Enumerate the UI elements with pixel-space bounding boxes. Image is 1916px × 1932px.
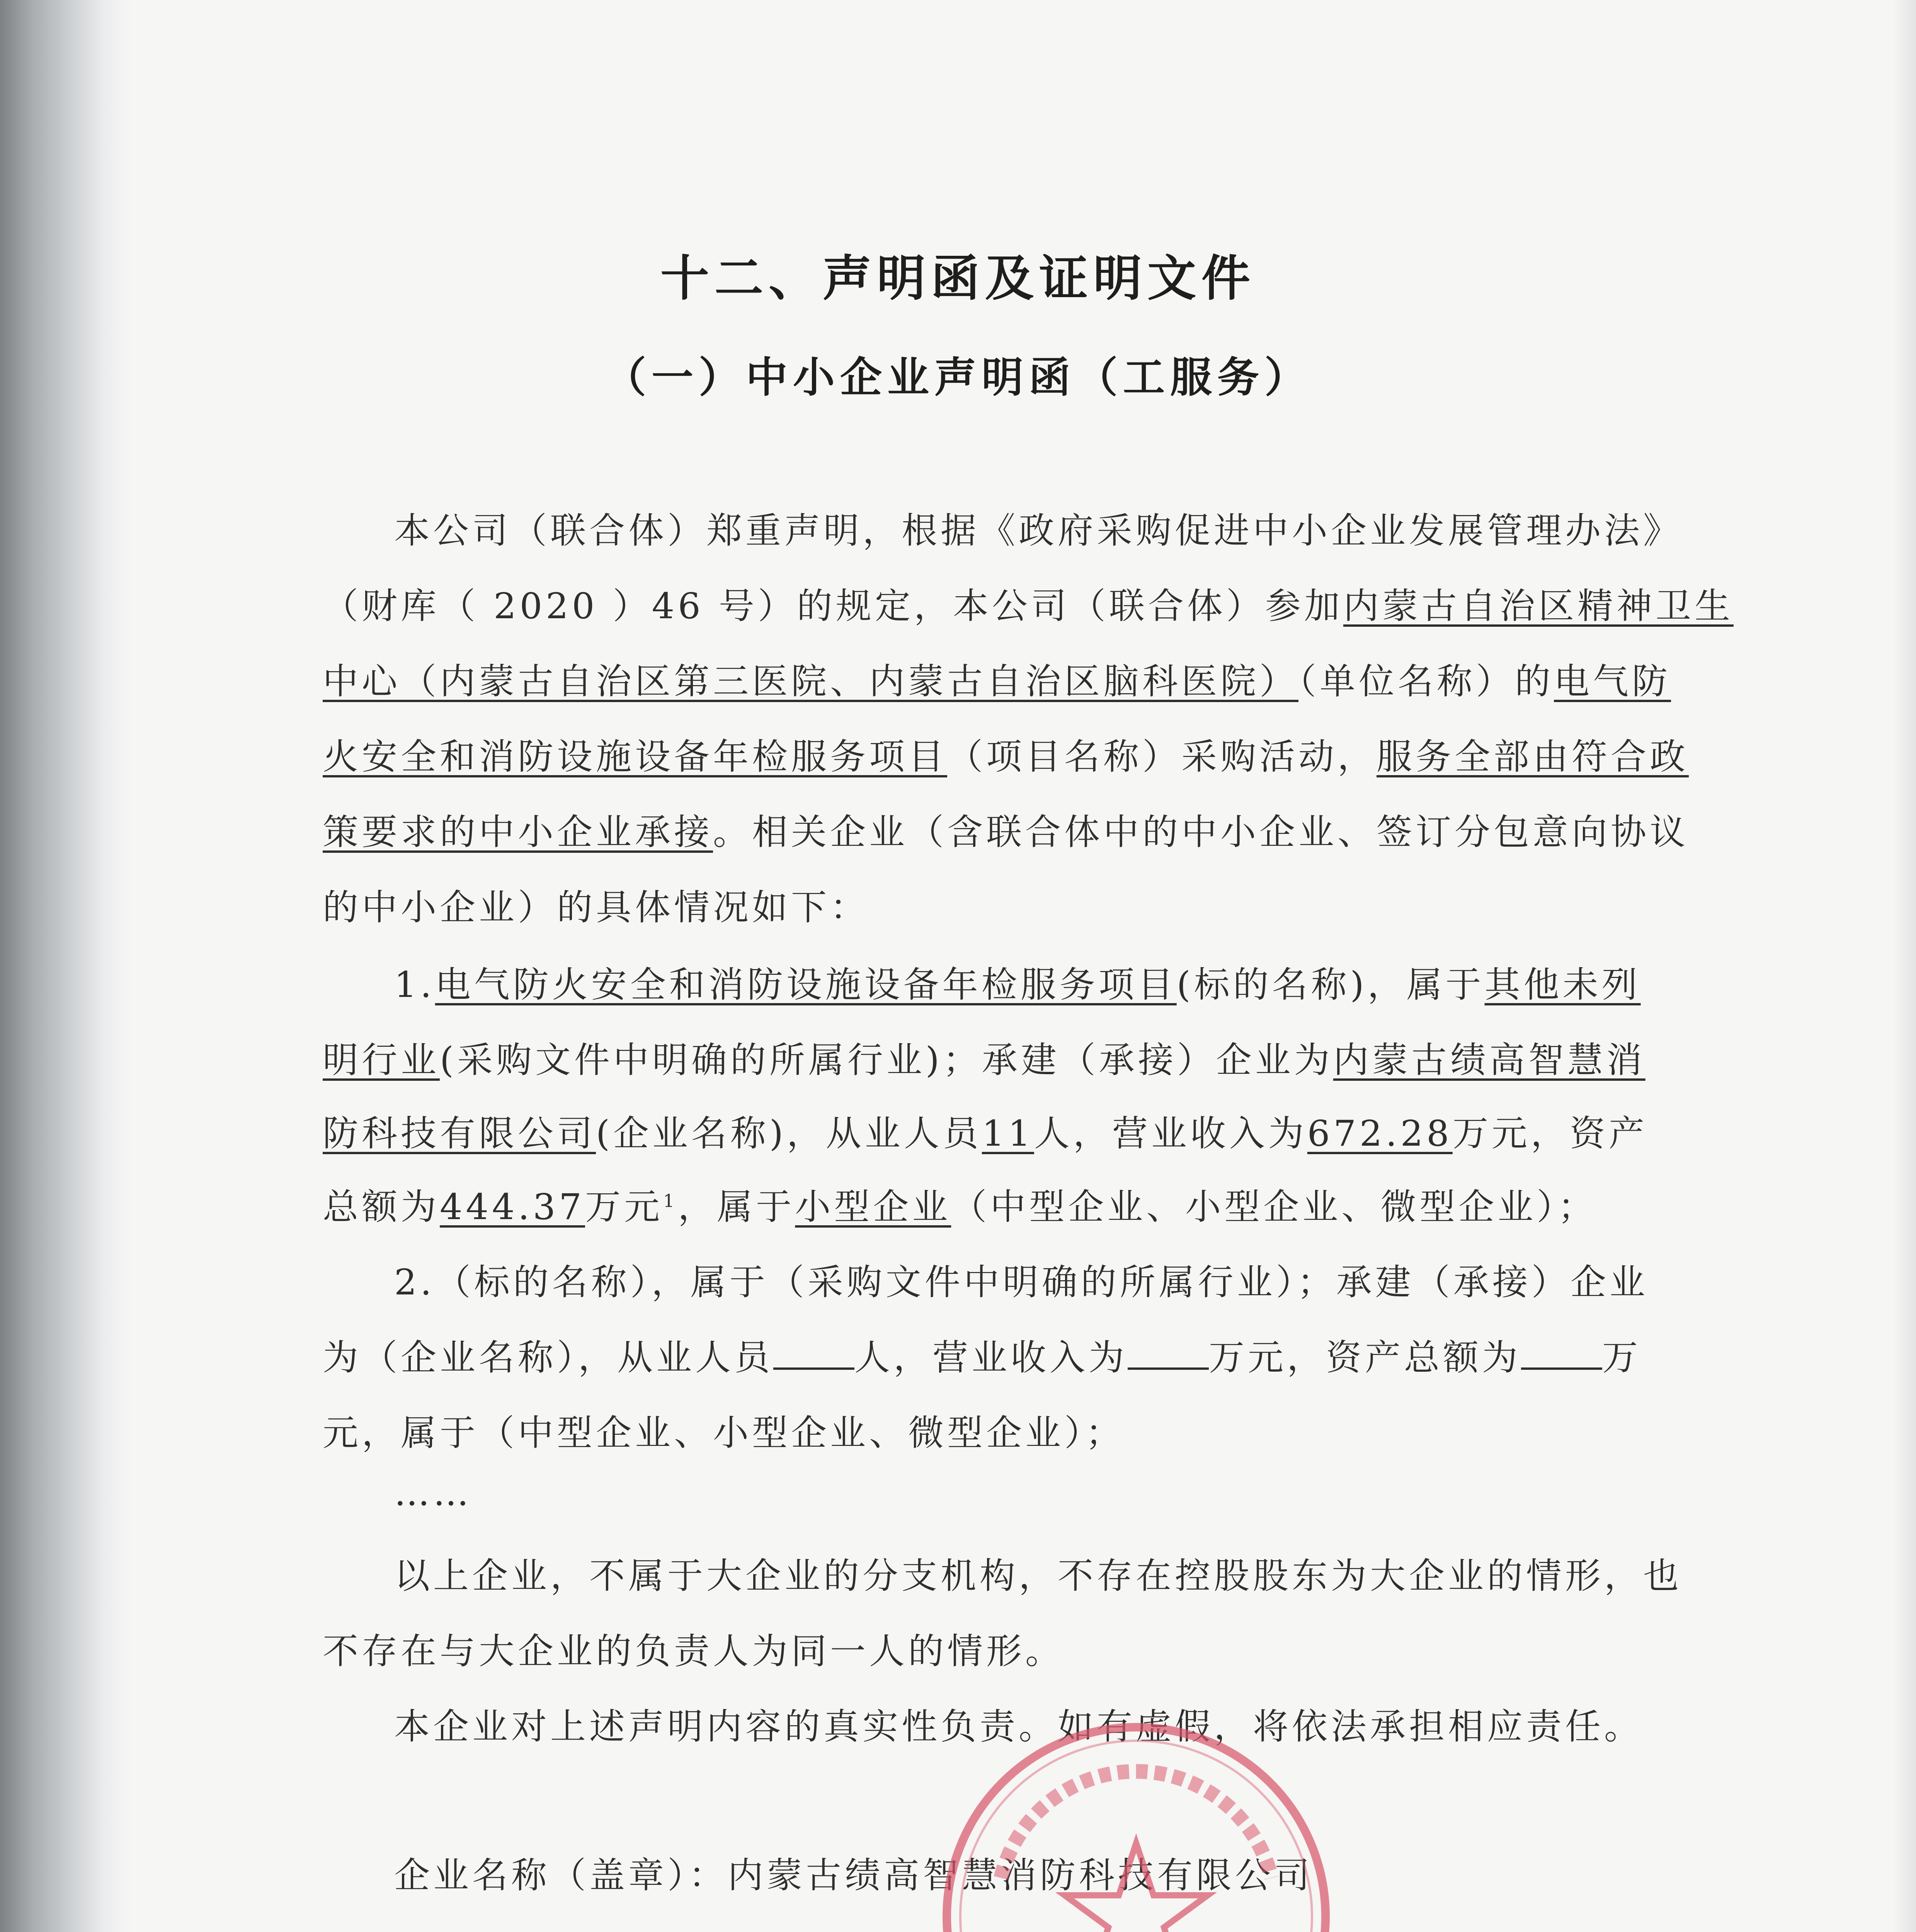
- seal-outer-ring: [947, 1727, 1326, 1932]
- intro-line-5: 策要求的中小企业承接。相关企业（含联合体中的中小企业、签订分包意向协议: [323, 811, 1689, 853]
- intro-line-4: 火安全和消防设施设备年检服务项目（项目名称）采购活动，服务全部由符合政: [323, 736, 1689, 777]
- blank-revenue: [1128, 1340, 1209, 1370]
- statement-line-1: 以上企业，不属于大企业的分支机构，不存在控股股东为大企业的情形，也: [394, 1555, 1683, 1597]
- item1-line-4: 总额为444.37万元$^1$，属于小型企业（中型企业、小型企业、微型企业）；: [323, 1186, 1597, 1228]
- item2-line-1: 2.（标的名称），属于（采购文件中明确的所属行业）；承建（承接）企业: [394, 1262, 1649, 1303]
- intro-line-3: 中心（内蒙古自治区第三医院、内蒙古自治区脑科医院）（单位名称）的电气防: [323, 661, 1671, 702]
- intro-line-1: 本公司（联合体）郑重声明，根据《政府采购促进中小企业发展管理办法》: [394, 510, 1683, 551]
- intro-line-2: （财库（ 2020 ）46 号）的规定，本公司（联合体）参加内蒙古自治区精神卫生: [323, 585, 1734, 627]
- item1-line-2: 明行业(采购文件中明确的所属行业)；承建（承接）企业为内蒙古绩高智慧消: [323, 1039, 1645, 1081]
- item1-line-1: 1.电气防火安全和消防设施设备年检服务项目(标的名称)，属于其他未列: [394, 964, 1641, 1005]
- seal-star-icon: [1065, 1843, 1208, 1932]
- page-heading: 十二、声明函及证明文件: [660, 250, 1256, 307]
- item1-line-3: 防科技有限公司(企业名称)，从业人员11人，营业收入为672.28万元，资产: [323, 1113, 1648, 1154]
- ellipsis: ……: [394, 1472, 472, 1514]
- item2-line-2: 为（企业名称），从业人员 人，营业收入为 万元，资产总额为 万: [323, 1337, 1642, 1378]
- seal-lettering-arc: [1001, 1771, 1271, 1878]
- intro-line-6: 的中小企业）的具体情况如下：: [323, 887, 870, 928]
- company-seal: [935, 1716, 1337, 1932]
- company-name-line: 企业名称（盖章）：内蒙古绩高智慧消防科技有限公司: [394, 1855, 1314, 1896]
- item2-line-3: 元，属于（中型企业、小型企业、微型企业）；: [323, 1412, 1125, 1454]
- blank-assets: [1521, 1340, 1602, 1370]
- blank-staff: [773, 1340, 854, 1370]
- page-subheading: （一）中小企业声明函（工服务）: [604, 353, 1312, 402]
- statement-line-2: 不存在与大企业的负责人为同一人的情形。: [323, 1631, 1065, 1672]
- responsibility-statement: 本企业对上述声明内容的真实性负责。如有虚假，将依法承担相应责任。: [394, 1706, 1644, 1747]
